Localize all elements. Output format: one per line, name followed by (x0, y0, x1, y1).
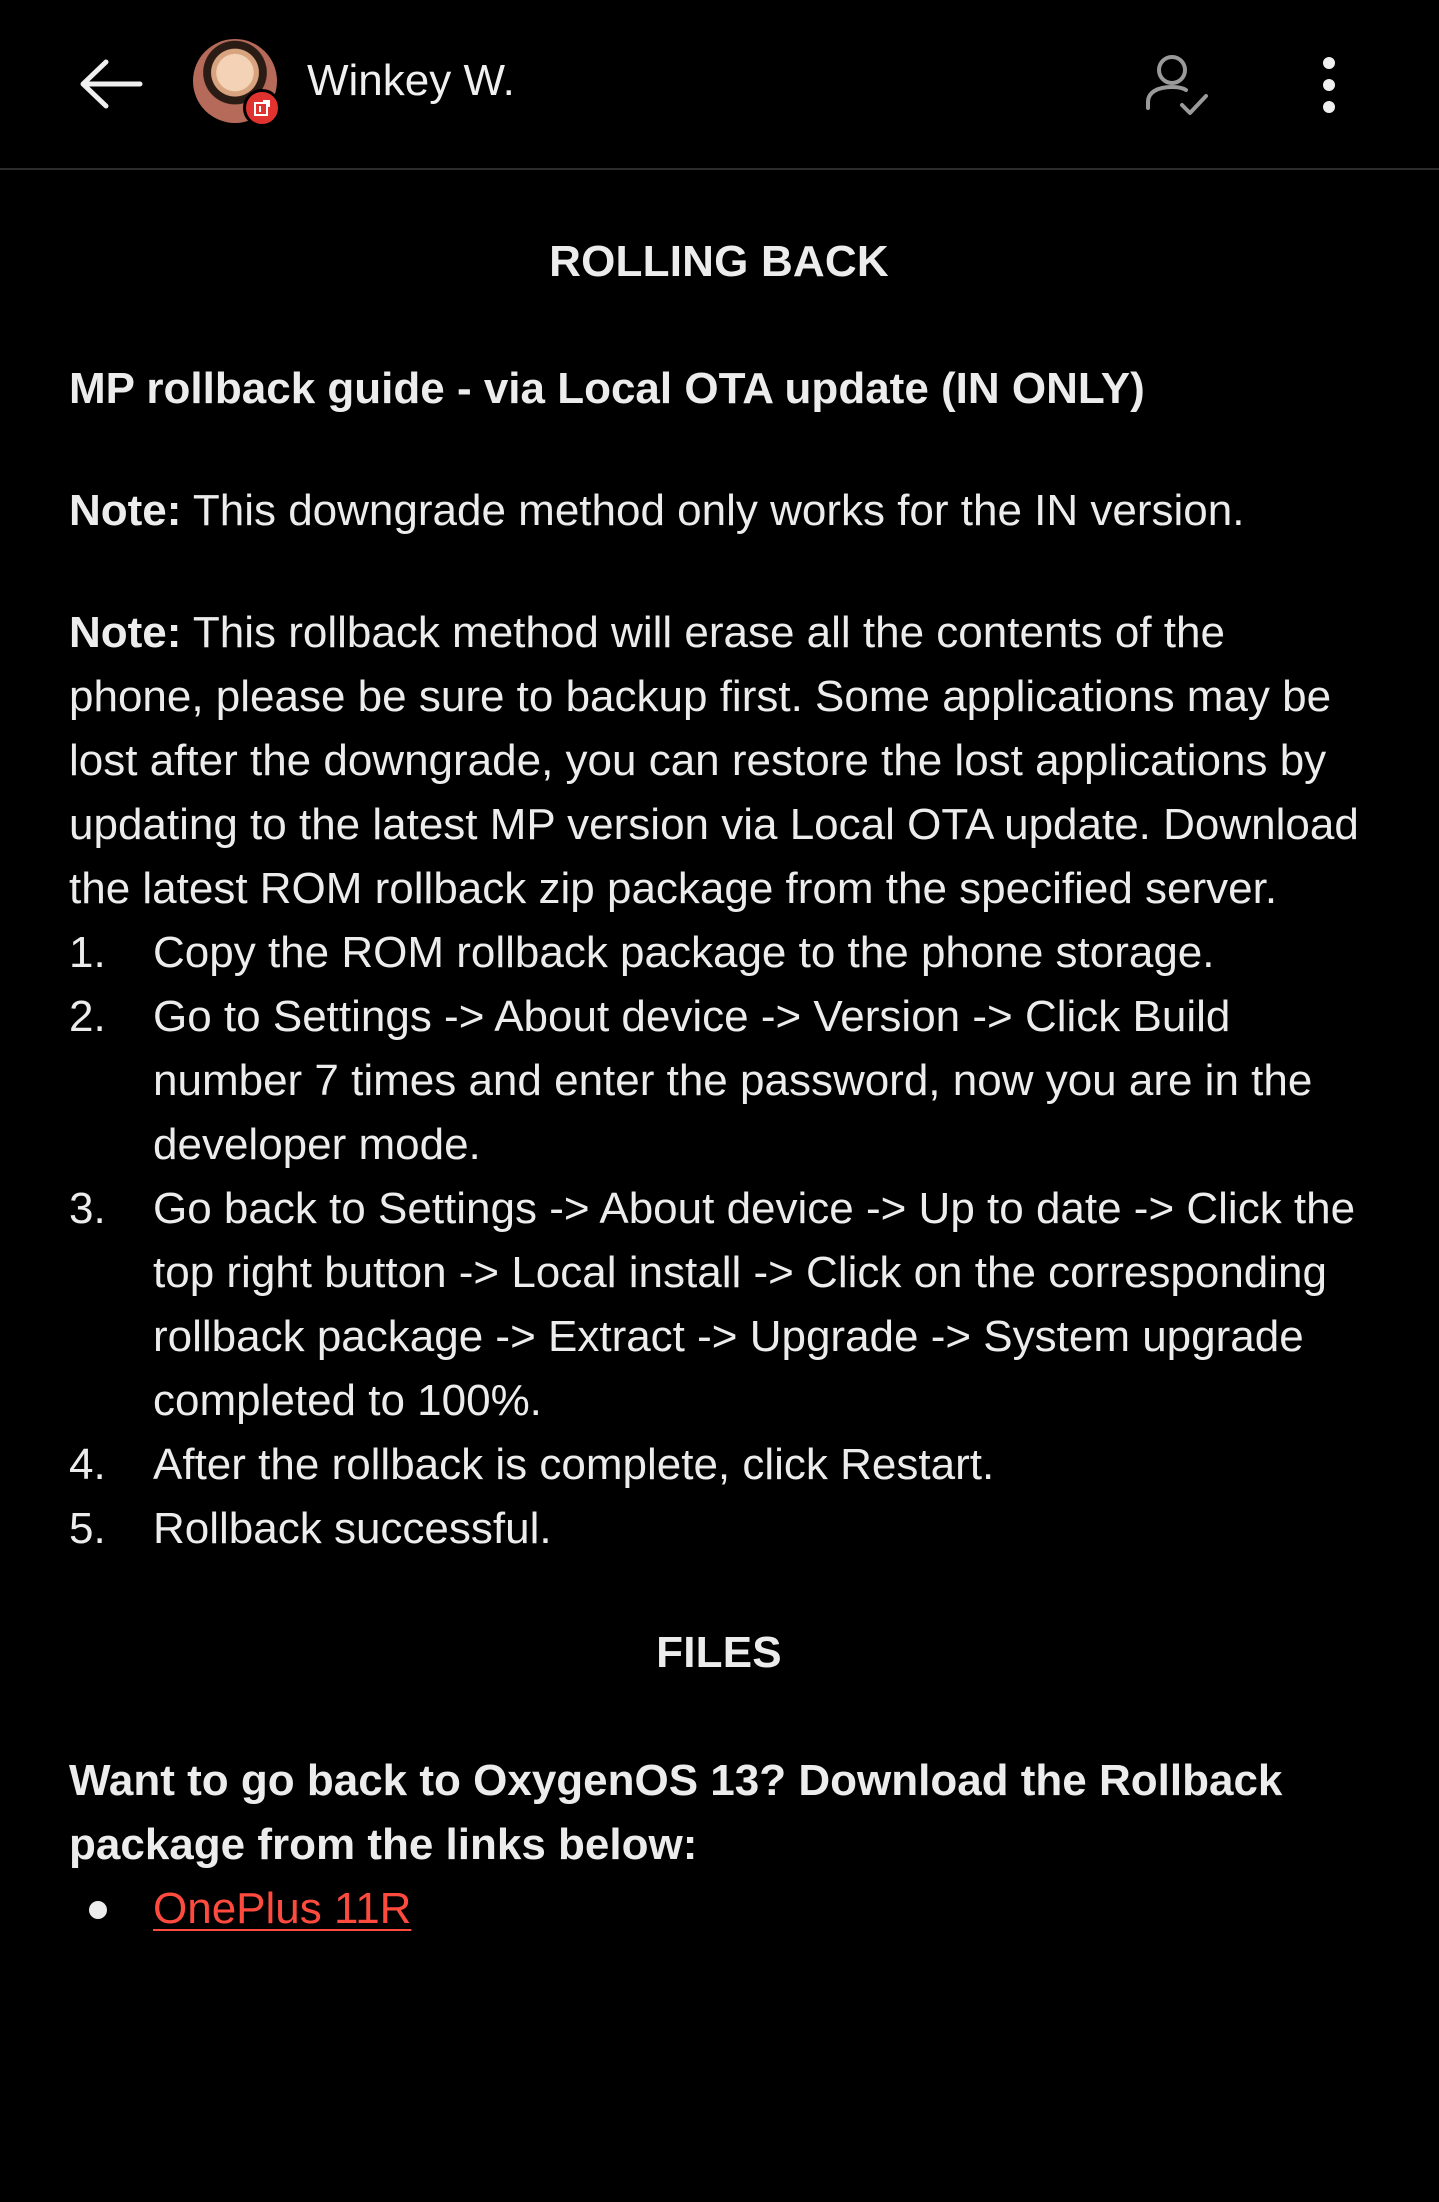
list-item (69, 921, 1369, 985)
user-check-icon (1142, 50, 1212, 120)
more-options-button[interactable] (1304, 48, 1354, 122)
article-body (69, 230, 1369, 1941)
step-number: 1. (69, 928, 106, 977)
list-item (69, 1497, 1369, 1561)
list-item (69, 985, 1369, 1177)
oneplus-badge-icon (243, 89, 281, 127)
step-text: After the rollback is complete, click Restart. (153, 1440, 995, 1489)
more-vertical-icon (1319, 55, 1339, 115)
download-links-list (69, 1877, 1369, 1941)
article-title: MP rollback guide - via Local OTA update (IN ONLY) (69, 364, 1145, 413)
step-number: 3. (69, 1184, 106, 1233)
files-intro: Want to go back to OxygenOS 13? Download the Rollback package from the links below: (69, 1756, 1283, 1869)
back-button[interactable] (70, 45, 152, 123)
note-text: This rollback method will erase all the contents of the phone, please be sure to backup first. Some applications may be lost after the downgrade, you can restore the lost applications by updating to the latest MP version via Local OTA update. Download the latest ROM rollback zip package from the specified server. (69, 608, 1359, 913)
note-paragraph-1 (69, 479, 1369, 543)
list-item (69, 1433, 1369, 1497)
step-text: Go to Settings -> About device -> Version -> Click Build number 7 times and enter the password, now you are in the developer mode. (153, 992, 1313, 1169)
step-text: Copy the ROM rollback package to the phone storage. (153, 928, 1215, 977)
section-heading-files: FILES (656, 1628, 782, 1677)
avatar[interactable] (193, 39, 277, 123)
arrow-left-icon (78, 59, 144, 109)
step-text: Go back to Settings -> About device -> Up to date -> Click the top right button -> Local install -> Click on the corresponding rollback package -> Extract -> Upgrade -> System upgrade completed to 100%. (153, 1184, 1356, 1425)
section-heading-rolling-back: ROLLING BACK (549, 237, 889, 286)
note-paragraph-2 (69, 601, 1369, 921)
app-header (0, 0, 1439, 170)
note-label: Note: (69, 608, 182, 657)
step-number: 4. (69, 1440, 106, 1489)
step-number: 5. (69, 1504, 106, 1553)
step-number: 2. (69, 992, 106, 1041)
list-item (69, 1877, 1369, 1941)
author-name[interactable]: Winkey W. (307, 56, 515, 105)
list-item (69, 1177, 1369, 1433)
note-text: This downgrade method only works for the IN version. (181, 486, 1245, 535)
step-text: Rollback successful. (153, 1504, 552, 1553)
steps-list (69, 921, 1369, 1561)
bullet-icon (89, 1901, 107, 1919)
follow-button[interactable] (1140, 48, 1214, 122)
note-label: Note: (69, 486, 182, 535)
download-link-oneplus-11r[interactable]: OnePlus 11R (153, 1884, 412, 1933)
